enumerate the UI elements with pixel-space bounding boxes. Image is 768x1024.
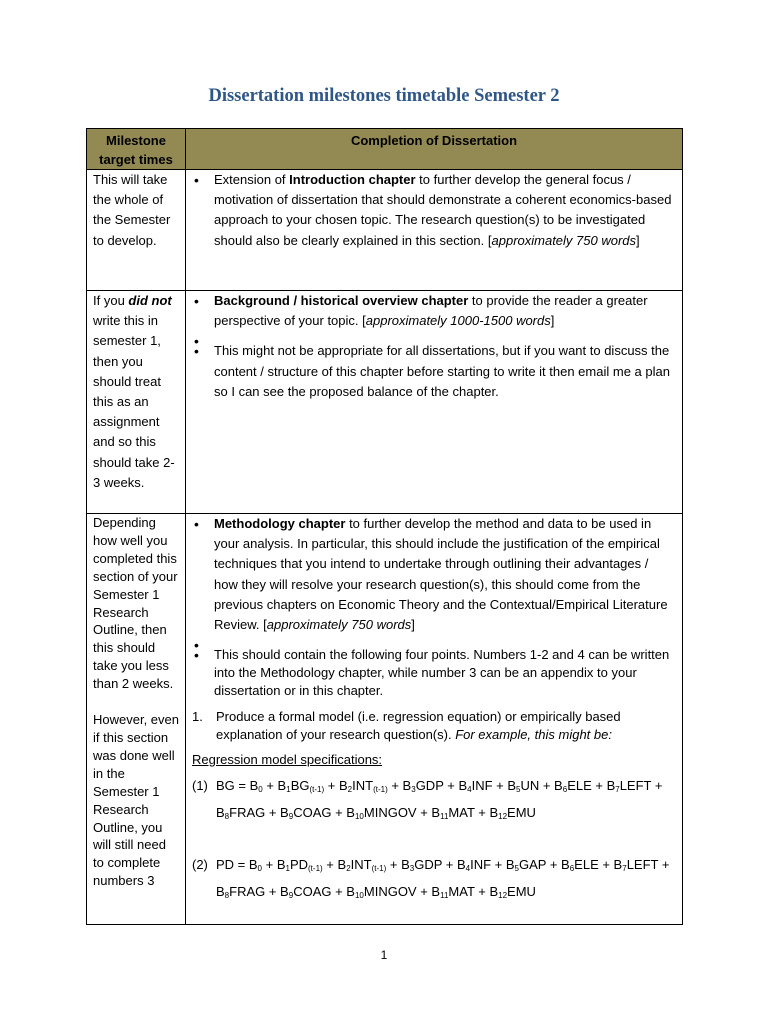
bullet-item: • This should contain the following four points. Numbers 1-2 and 4 can be written into the Methodology chapter, while number 3 can be an appendix to your dissertation or in this chapter. bbox=[192, 646, 674, 700]
completion-cell bbox=[186, 514, 683, 925]
milestones-table bbox=[86, 128, 683, 925]
milestone-cell: This will take the whole of the Semester to develop. bbox=[87, 170, 186, 291]
table-row bbox=[87, 170, 683, 291]
table-row bbox=[87, 291, 683, 514]
completion-cell bbox=[186, 170, 683, 291]
table-row bbox=[87, 514, 683, 925]
bullet-item: • Methodology chapter to further develop the method and data to be used in your analysis. In particular, this should include the justification of the empirical techniques that you intend to undertake through outlining their advantages / how they will resolve your research question(s), this should come from the previous chapters on Economic Theory and the Contextual/Empirical Literature Review. [approximately 750 words] bbox=[192, 514, 674, 635]
milestone-cell: If you did not write this in semester 1, then you should treat this as an assignment and so this should take 2-3 weeks. bbox=[87, 291, 186, 514]
bullet-item: • Background / historical overview chapter to provide the reader a greater perspective of your topic. [approximately 1000-1500 words] bbox=[192, 291, 674, 331]
header-milestone: Milestone target times bbox=[87, 129, 186, 170]
spec-heading: Regression model specifications: bbox=[192, 752, 383, 768]
table-header-row bbox=[87, 129, 683, 170]
milestone-cell: Depending how well you completed this section of your Semester 1 Research Outline, then this should take you less than 2 weeks. However, even if this section was done well in the Semester 1 Research Outline, you will still need to complete numbers 3 bbox=[87, 514, 186, 925]
header-completion: Completion of Dissertation bbox=[186, 129, 683, 170]
bullet-item: • This might not be appropriate for all dissertations, but if you want to discuss the content / structure of this chapter before starting to write it then email me a plan so I can see the proposed balance of the chapter. bbox=[192, 341, 674, 402]
bullet-item: • Extension of Introduction chapter to further develop the general focus / motivation of dissertation that should demonstrate a coherent economics-based approach to your chosen topic. The research question(s) to be investigated should also be clearly explained in this section. [approximately 750 words] bbox=[192, 170, 674, 251]
equation-1: (1) BG = $B_0 + B_1BG_{(t-1)} + B_2INT_{(t-1)} + B_3GDP + B_4INF + B_5UN + B_6ELE$ + $B_7LEFT$ + $B_8FRAG$ + $B_9COAG$ + $B_{10}MINGOV + B_{11}MAT + B_{12}EMU$ bbox=[192, 778, 663, 822]
page-title: Dissertation milestones timetable Semester 2 bbox=[208, 86, 560, 106]
completion-cell bbox=[186, 291, 683, 514]
equation-2: (2) PD = $B_0 + B_1PD_{(t-1)} + B_2INT_{(t-1)} + B_3GDP + B_4INF + B_5GAP + B_6ELE$ + $B_7LEFT$ + $B_8FRAG$ + $B_9COAG$ + $B_{10}MINGOV + B_{11}MAT + B_{12}EMU$ bbox=[192, 857, 670, 901]
page-number: 1 bbox=[380, 948, 388, 962]
numbered-item: 1. Produce a formal model (i.e. regression equation) or empirically based explanation of your research question(s). For example, this might be: bbox=[192, 709, 621, 743]
